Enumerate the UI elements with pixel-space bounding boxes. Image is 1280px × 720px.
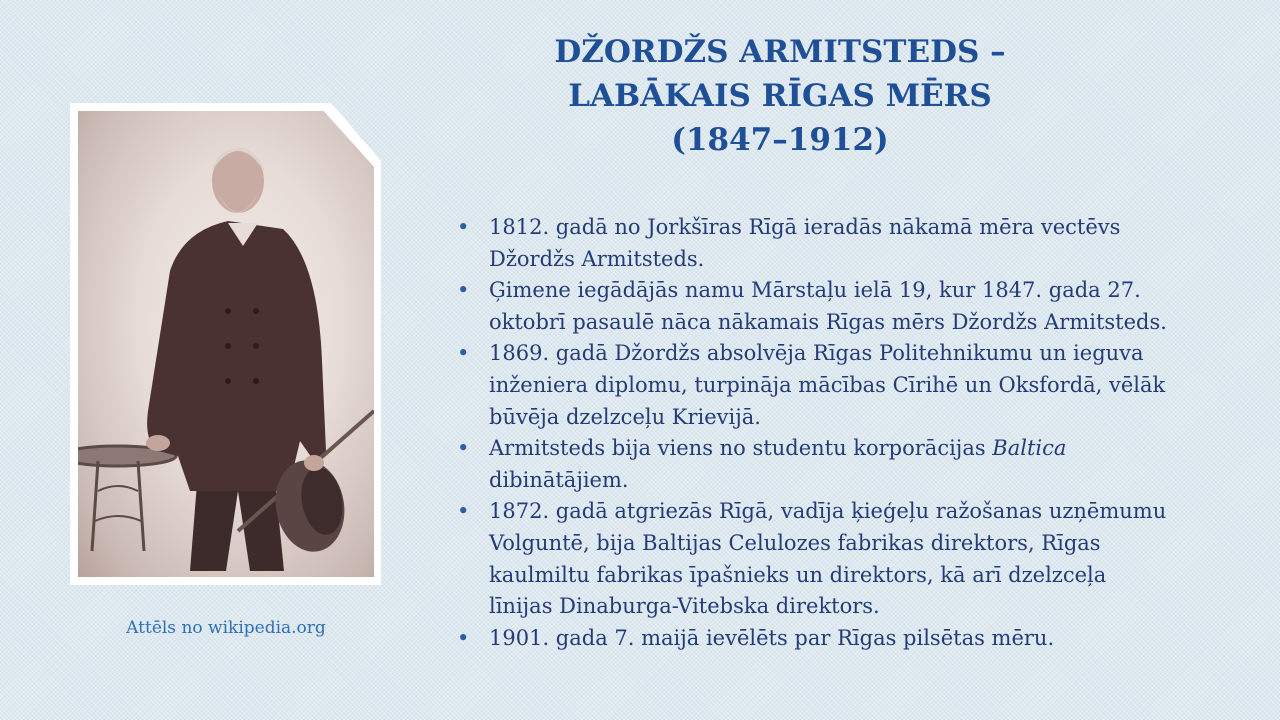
title-line-3: (1847–1912) <box>671 122 889 158</box>
italic-term: Baltica <box>992 436 1067 461</box>
portrait-photo <box>78 111 374 577</box>
portrait-frame <box>70 103 381 585</box>
bullet-item: • 1812. gadā no Jorkšīras Rīgā ieradās nākamā mēra vectēvs Džordžs Armitsteds. <box>455 212 1245 275</box>
bullet-list <box>455 212 1245 654</box>
bullet-item: • 1901. gada 7. maijā ievēlēts par Rīgas pilsētas mēru. <box>455 623 1245 655</box>
image-caption: Attēls no wikipedia.org <box>126 618 326 638</box>
side-table <box>78 446 176 551</box>
title-line-2: LABĀKAIS RĪGAS MĒRS <box>568 78 992 114</box>
bullet-item: • Armitsteds bija viens no studentu korporācijas Baltica dibinātājiem. <box>455 433 1245 496</box>
bullet-item: • 1869. gadā Džordžs absolvēja Rīgas Politehnikumu un ieguva inženiera diplomu, turpināja mācības Cīrihē un Oksfordā, vēlāk būvēja dzelzceļu Krievijā. <box>455 338 1245 433</box>
figure-coat <box>147 221 326 491</box>
bullet-item: • Ģimene iegādājās namu Mārstaļu ielā 19, kur 1847. gada 27. oktobrī pasaulē nāca nākamais Rīgas mērs Džordžs Armitsteds. <box>455 275 1245 338</box>
bullet-item: • 1872. gadā atgriezās Rīgā, vadīja ķieģeļu ražošanas uzņēmumu Volguntē, bija Baltijas Celulozes fabrikas direktors, Rīgas kaulmiltu fabrikas īpašnieks un direktors, kā arī dzelzceļa līnijas Dinaburga-Vitebska direktors. <box>455 496 1245 622</box>
portrait-figure-illustration <box>78 111 374 577</box>
title-line-1: DŽORDŽS ARMITSTEDS – <box>554 34 1006 70</box>
slide-title <box>470 30 1090 162</box>
